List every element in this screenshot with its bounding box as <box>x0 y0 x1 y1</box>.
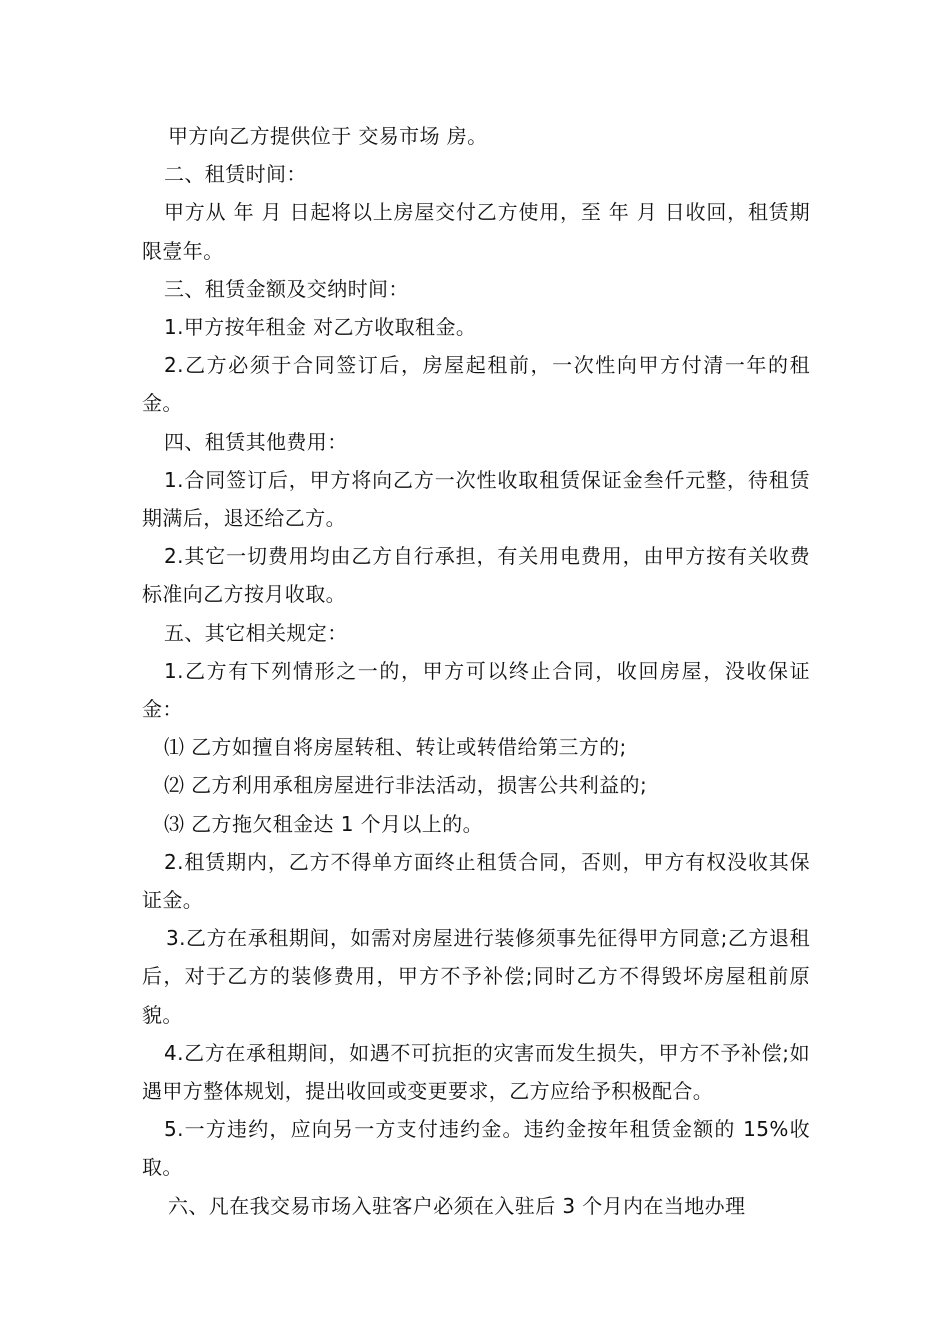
paragraph-fees-clause-1: 1.合同签订后，甲方将向乙方一次性收取租赁保证金叁仟元整，待租赁期满后，退还给乙方。 <box>142 467 810 531</box>
heading-rent-payment: 三、租赁金额及交纳时间： <box>164 276 409 301</box>
heading-lease-term: 二、租赁时间： <box>164 162 307 187</box>
paragraph-rules-clause-3: 3.乙方在承租期间，如需对房屋进行装修须事先征得甲方同意;乙方退租后，对于乙方的装修费用，甲方不予补偿;同时乙方不得毁坏房屋租前原貌。 <box>142 926 810 1027</box>
paragraph-premises: 甲方向乙方提供位于 交易市场 房。 <box>168 124 488 148</box>
paragraph-rules-clause-5: 5.一方违约，应向另一方支付违约金。违约金按年租赁金额的 15%收取。 <box>142 1117 810 1180</box>
paragraph-rules-clause-1: 1.乙方有下列情形之一的，甲方可以终止合同，收回房屋，没收保证金： <box>142 658 810 722</box>
heading-other-rules: 五、其它相关规定： <box>164 620 348 645</box>
list-item-sublet: ⑴ 乙方如擅自将房屋转租、转让或转借给第三方的; <box>164 735 627 760</box>
paragraph-lease-term: 甲方从 年 月 日起将以上房屋交付乙方使用，至 年 月 日收回，租赁期限壹年。 <box>142 200 810 263</box>
paragraph-rules-clause-4: 4.乙方在承租期间，如遇不可抗拒的灾害而发生损失，甲方不予补偿;如遇甲方整体规划，提出收回或变更要求，乙方应给予积极配合。 <box>142 1040 810 1104</box>
paragraph-fees-clause-2: 2.其它一切费用均由乙方自行承担，有关用电费用，由甲方按有关收费标准向乙方按月收取。 <box>142 544 810 607</box>
list-item-arrears: ⑶ 乙方拖欠租金达 1 个月以上的。 <box>164 811 483 836</box>
contract-body <box>142 117 810 1225</box>
heading-registration: 六、凡在我交易市场入驻客户必须在入驻后 3 个月内在当地办理 <box>168 1193 746 1218</box>
heading-other-fees: 四、租赁其他费用： <box>164 429 348 454</box>
paragraph-rules-clause-2: 2.租赁期内，乙方不得单方面终止租赁合同，否则，甲方有权没收其保证金。 <box>142 849 810 913</box>
paragraph-rent-clause-2: 2.乙方必须于合同签订后，房屋起租前，一次性向甲方付清一年的租金。 <box>142 353 810 416</box>
list-item-illegal-use: ⑵ 乙方利用承租房屋进行非法活动，损害公共利益的; <box>164 773 648 798</box>
paragraph-rent-clause-1: 1.甲方按年租金 对乙方收取租金。 <box>164 315 477 340</box>
